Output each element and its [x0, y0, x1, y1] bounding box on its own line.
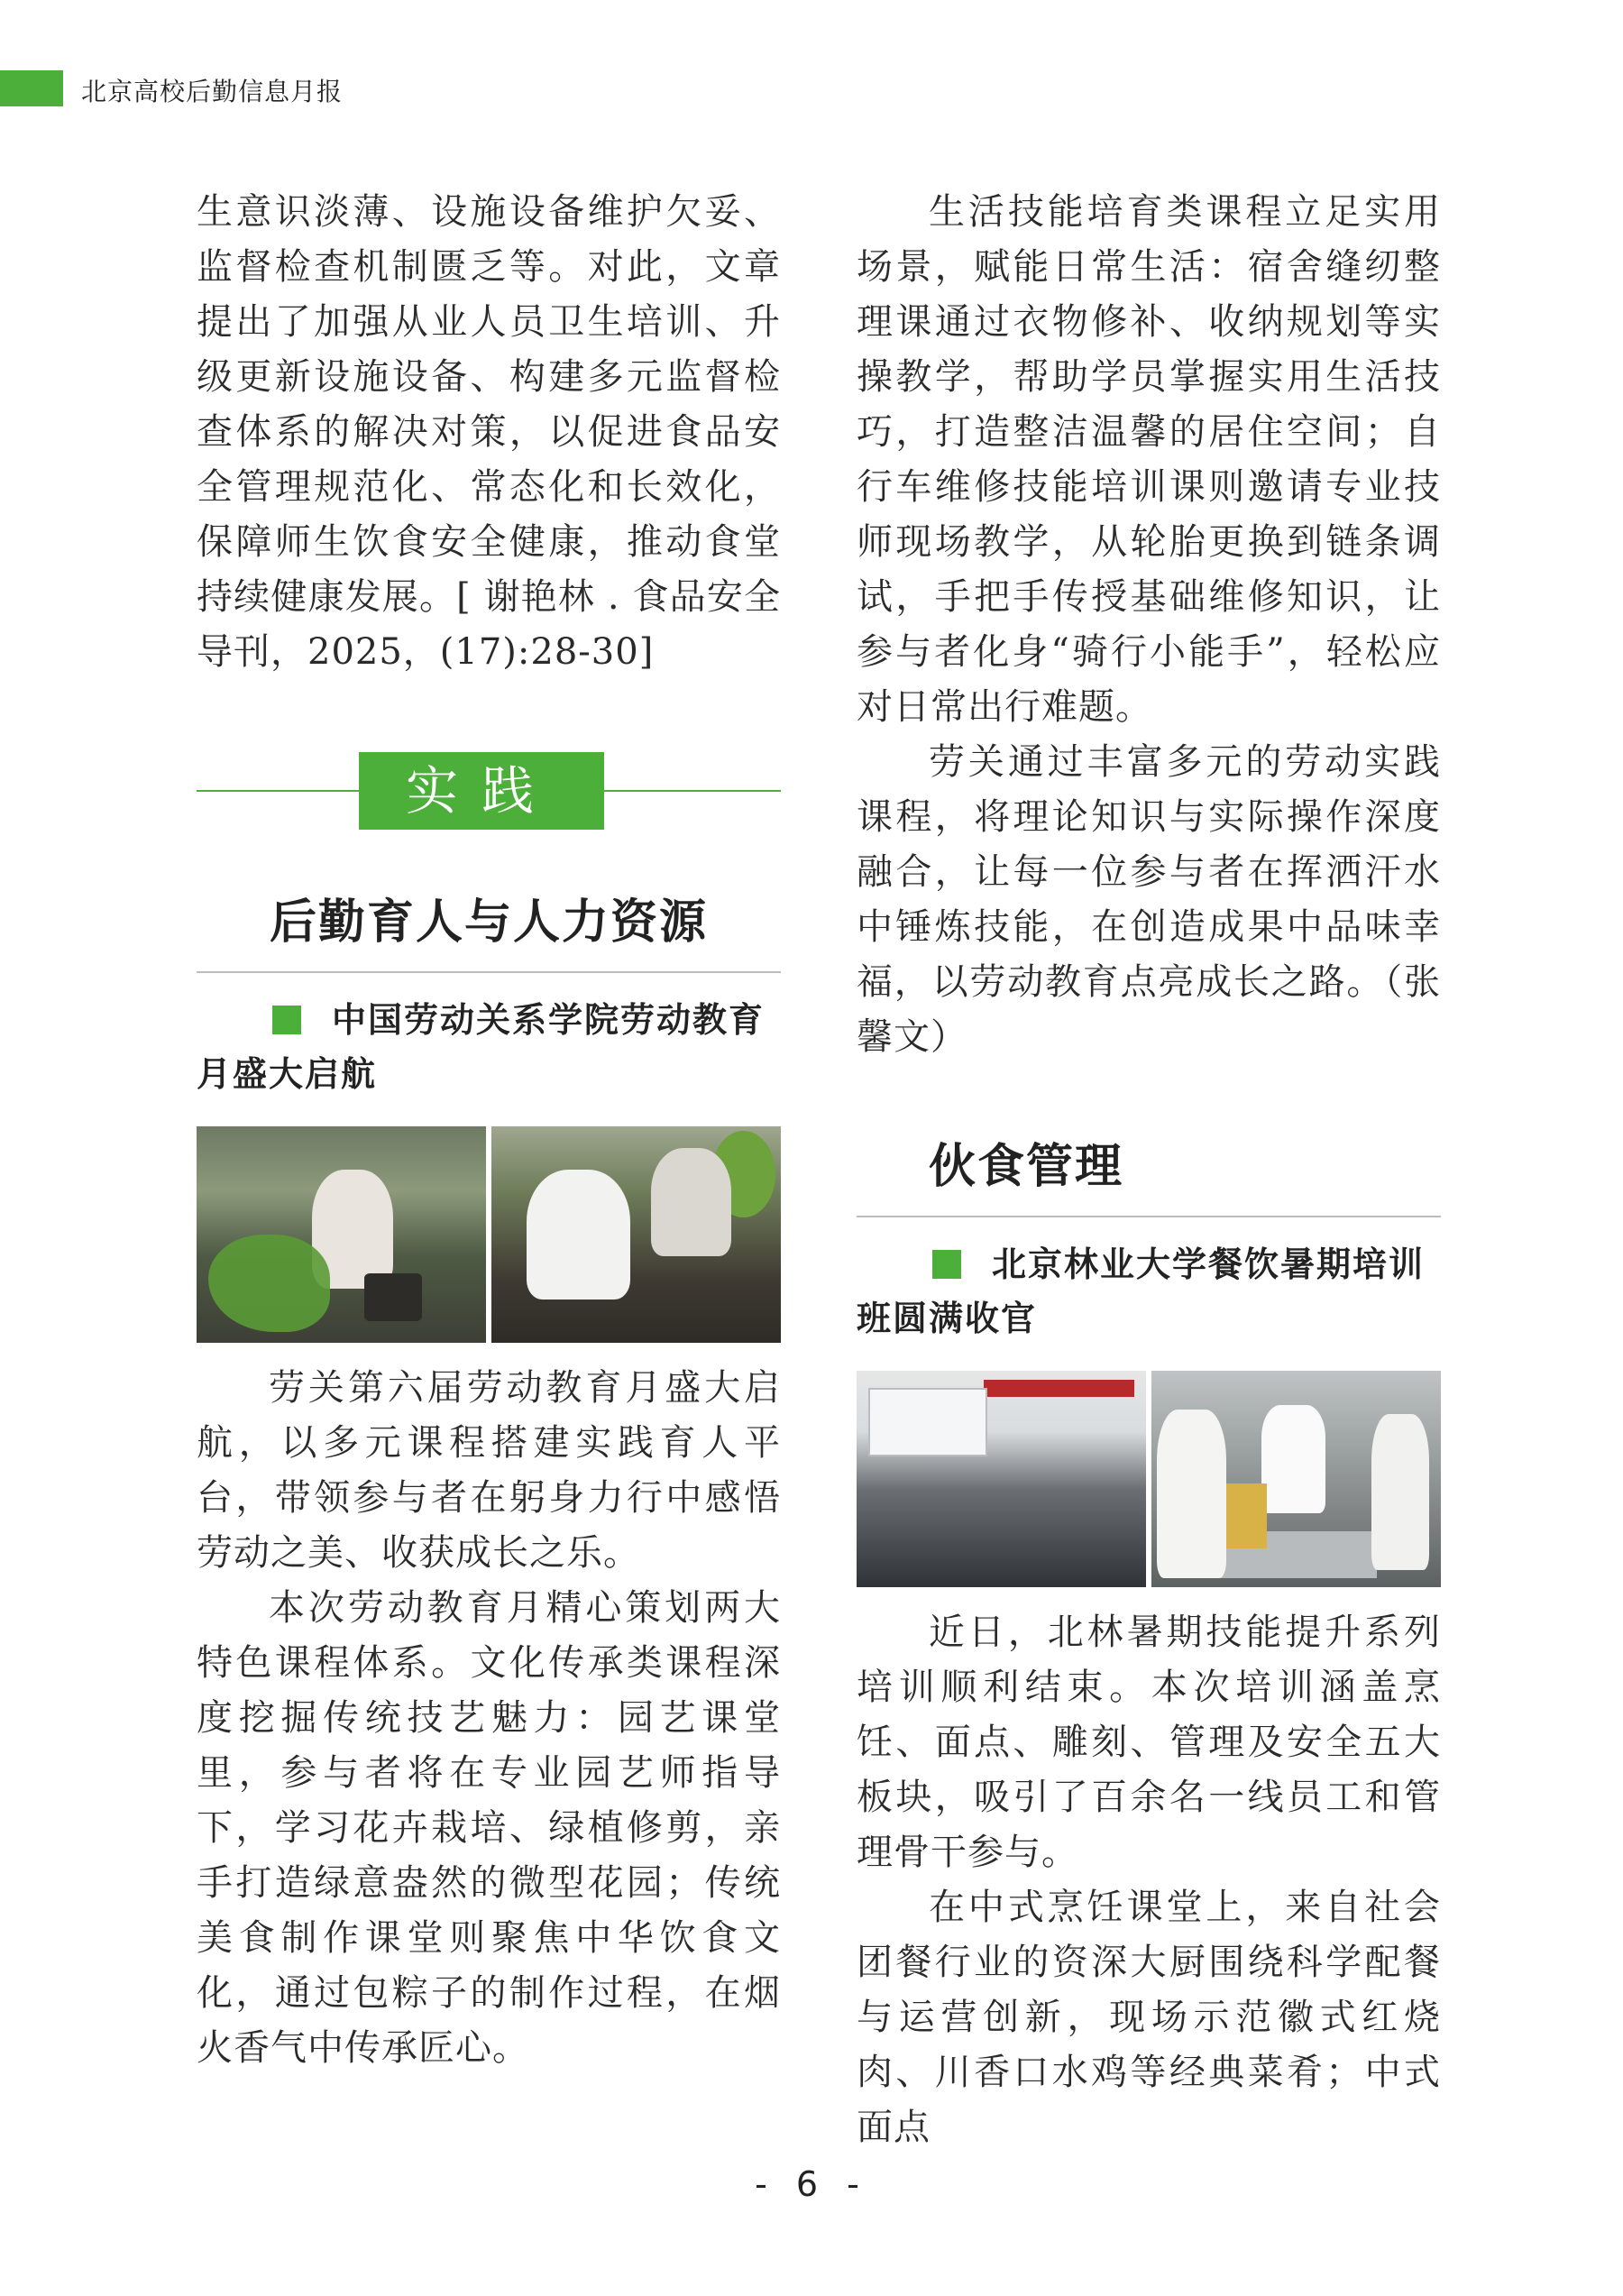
article-title-bjfu-training [857, 1237, 1441, 1345]
article-title-text: 北京林业大学餐饮暑期培训班圆满收官 [857, 1244, 1426, 1338]
section-banner [197, 752, 781, 830]
gardening-photo-2 [491, 1126, 781, 1343]
skills-paragraph-2: 劳关通过丰富多元的劳动实践课程，将理论知识与实际操作深度融合，让每一位参与者在挥洒汗水中锤炼技能，在创造成果中品味幸福，以劳动教育点亮成长之路。（张馨文） [857, 741, 1441, 1058]
training-paragraph-2: 在中式烹饪课堂上，来自社会团餐行业的资深大厨围绕科学配餐与运营创新，现场示范徽式红烧肉、川香口水鸡等经典菜肴；中式面点 [857, 1887, 1441, 2148]
article-title-labor-month [197, 993, 781, 1101]
publication-title: 北京高校后勤信息月报 [81, 77, 344, 106]
category-title-hr: 后勤育人与人力资源 [197, 884, 781, 973]
article-title-text: 中国劳动关系学院劳动教育月盛大启航 [197, 1000, 766, 1094]
kitchen-demo-photo [1151, 1371, 1441, 1587]
training-classroom-photo [857, 1371, 1146, 1587]
intro-paragraph: 生意识淡薄、设施设备维护欠妥、监督检查机制匮乏等。对此，文章提出了加强从业人员卫生培训、升级更新设施设备、构建多元监督检查体系的解决对策，以促进食品安全管理规范化、常态化和长效化，保障师生饮食安全健康，推动食堂持续健康发展。[ 谢艳林 . 食品安全导刊，2025，(17):28-30] [197, 191, 781, 673]
header-accent-bar [0, 70, 63, 106]
photo-row-gardening [197, 1126, 781, 1343]
gardening-photo-1 [197, 1126, 486, 1343]
photo-row-training [857, 1371, 1441, 1587]
labor-paragraph-1: 劳关第六届劳动教育月盛大启航，以多元课程搭建实践育人平台，带领参与者在躬身力行中感悟劳动之美、收获成长之乐。 [197, 1367, 781, 1574]
labor-paragraph-2: 本次劳动教育月精心策划两大特色课程体系。文化传承类课程深度挖掘传统技艺魅力：园艺课堂里，参与者将在专业园艺师指导下，学习花卉栽培、绿植修剪，亲手打造绿意盎然的微型花园；传统美食制作课堂则聚焦中华饮食文化，通过包粽子的制作过程，在烟火香气中传承匠心。 [197, 1587, 781, 2069]
skills-paragraph-1: 生活技能培育类课程立足实用场景，赋能日常生活：宿舍缝纫整理课通过衣物修补、收纳规划等实操教学，帮助学员掌握实用生活技巧，打造整洁温馨的居住空间；自行车维修技能培训课则邀请专业技师现场教学，从轮胎更换到链条调试，手把手传授基础维修知识，让参与者化身“骑行小能手”，轻松应对日常出行难题。 [857, 191, 1441, 728]
square-bullet-icon [932, 1250, 961, 1279]
training-paragraph-1: 近日，北林暑期技能提升系列培训顺利结束。本次培训涵盖烹饪、面点、雕刻、管理及安全五大板块，吸引了百余名一线员工和管理骨干参与。 [857, 1612, 1441, 1873]
square-bullet-icon [272, 1006, 301, 1034]
right-column [857, 185, 1441, 2155]
section-banner-label: 实践 [359, 752, 604, 830]
left-column [197, 185, 781, 2076]
page-number: - 6 - [755, 2164, 868, 2204]
category-title-catering: 伙食管理 [857, 1128, 1441, 1217]
